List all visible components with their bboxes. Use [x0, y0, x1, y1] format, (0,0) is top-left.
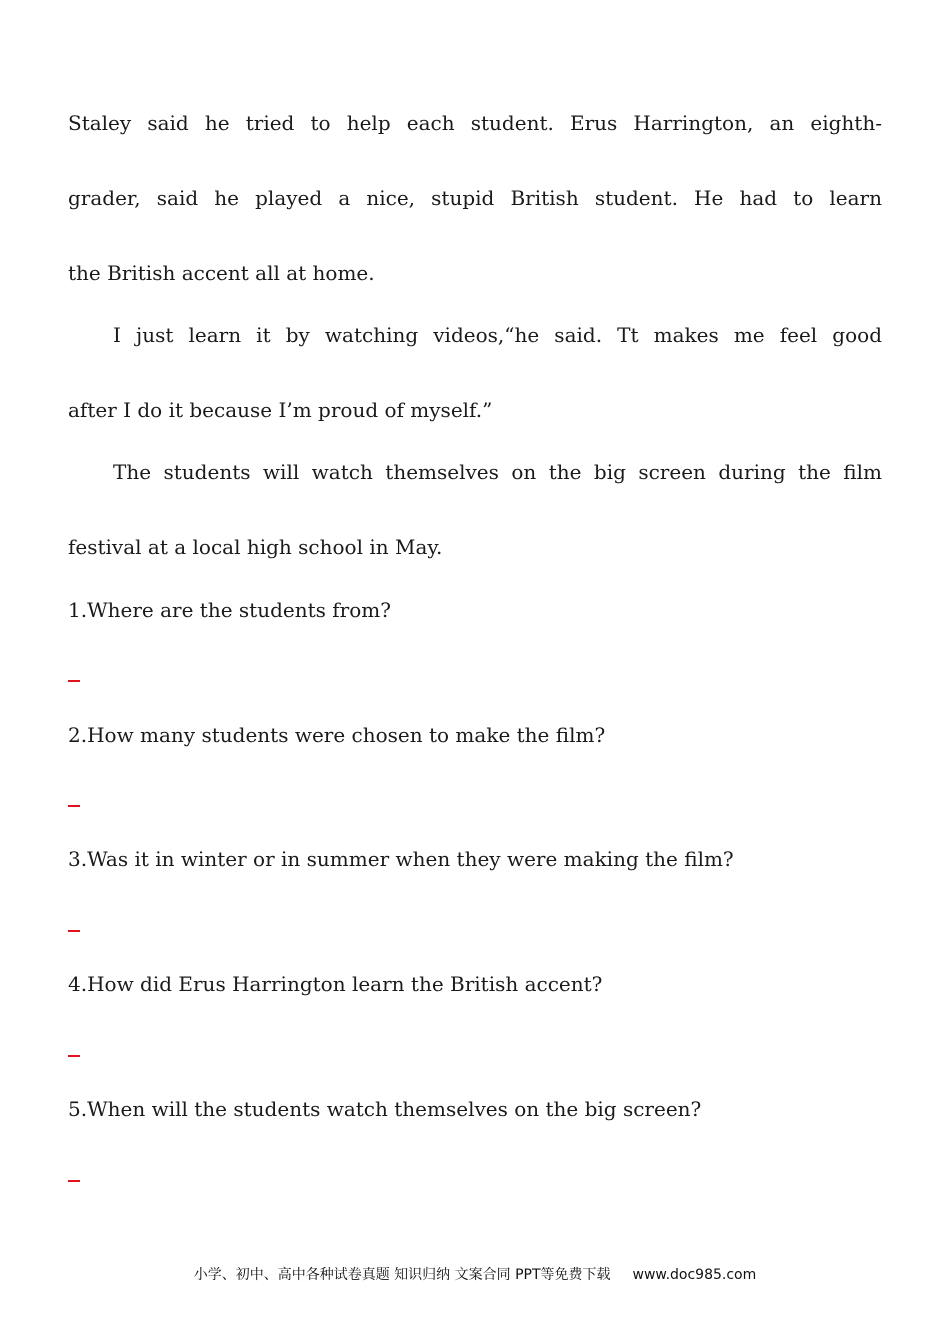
answer-blank-4 — [68, 1055, 80, 1057]
answer-blank-3 — [68, 930, 80, 932]
passage-line-4: I just learn it by watching videos,“he said. Tt makes me feel good — [113, 323, 882, 347]
page-footer — [0, 1264, 950, 1286]
answer-blank-5 — [68, 1180, 80, 1182]
footer-url-link[interactable]: www.doc985.com — [632, 1267, 757, 1283]
passage-line-2: grader, said he played a nice, stupid British student. He had to learn — [68, 186, 882, 210]
question-4: 4.How did Erus Harrington learn the British accent? — [68, 972, 603, 996]
passage-line-3: the British accent all at home. — [68, 261, 375, 285]
question-1: 1.Where are the students from? — [68, 598, 391, 622]
question-2: 2.How many students were chosen to make the film? — [68, 723, 606, 747]
passage-line-7: festival at a local high school in May. — [68, 535, 443, 559]
answer-blank-1 — [68, 680, 80, 682]
answer-blank-2 — [68, 805, 80, 807]
passage-line-6: The students will watch themselves on the big screen during the film — [113, 460, 882, 484]
question-3: 3.Was it in winter or in summer when they were making the film? — [68, 847, 734, 871]
passage-line-1: Staley said he tried to help each student. Erus Harrington, an eighth- — [68, 111, 882, 135]
passage-line-5: after I do it because I’m proud of myself.” — [68, 398, 493, 422]
question-5: 5.When will the students watch themselves on the big screen? — [68, 1097, 702, 1121]
footer-text: 小学、初中、高中各种试卷真题 知识归纳 文案合同 PPT等免费下载 — [193, 1267, 611, 1283]
